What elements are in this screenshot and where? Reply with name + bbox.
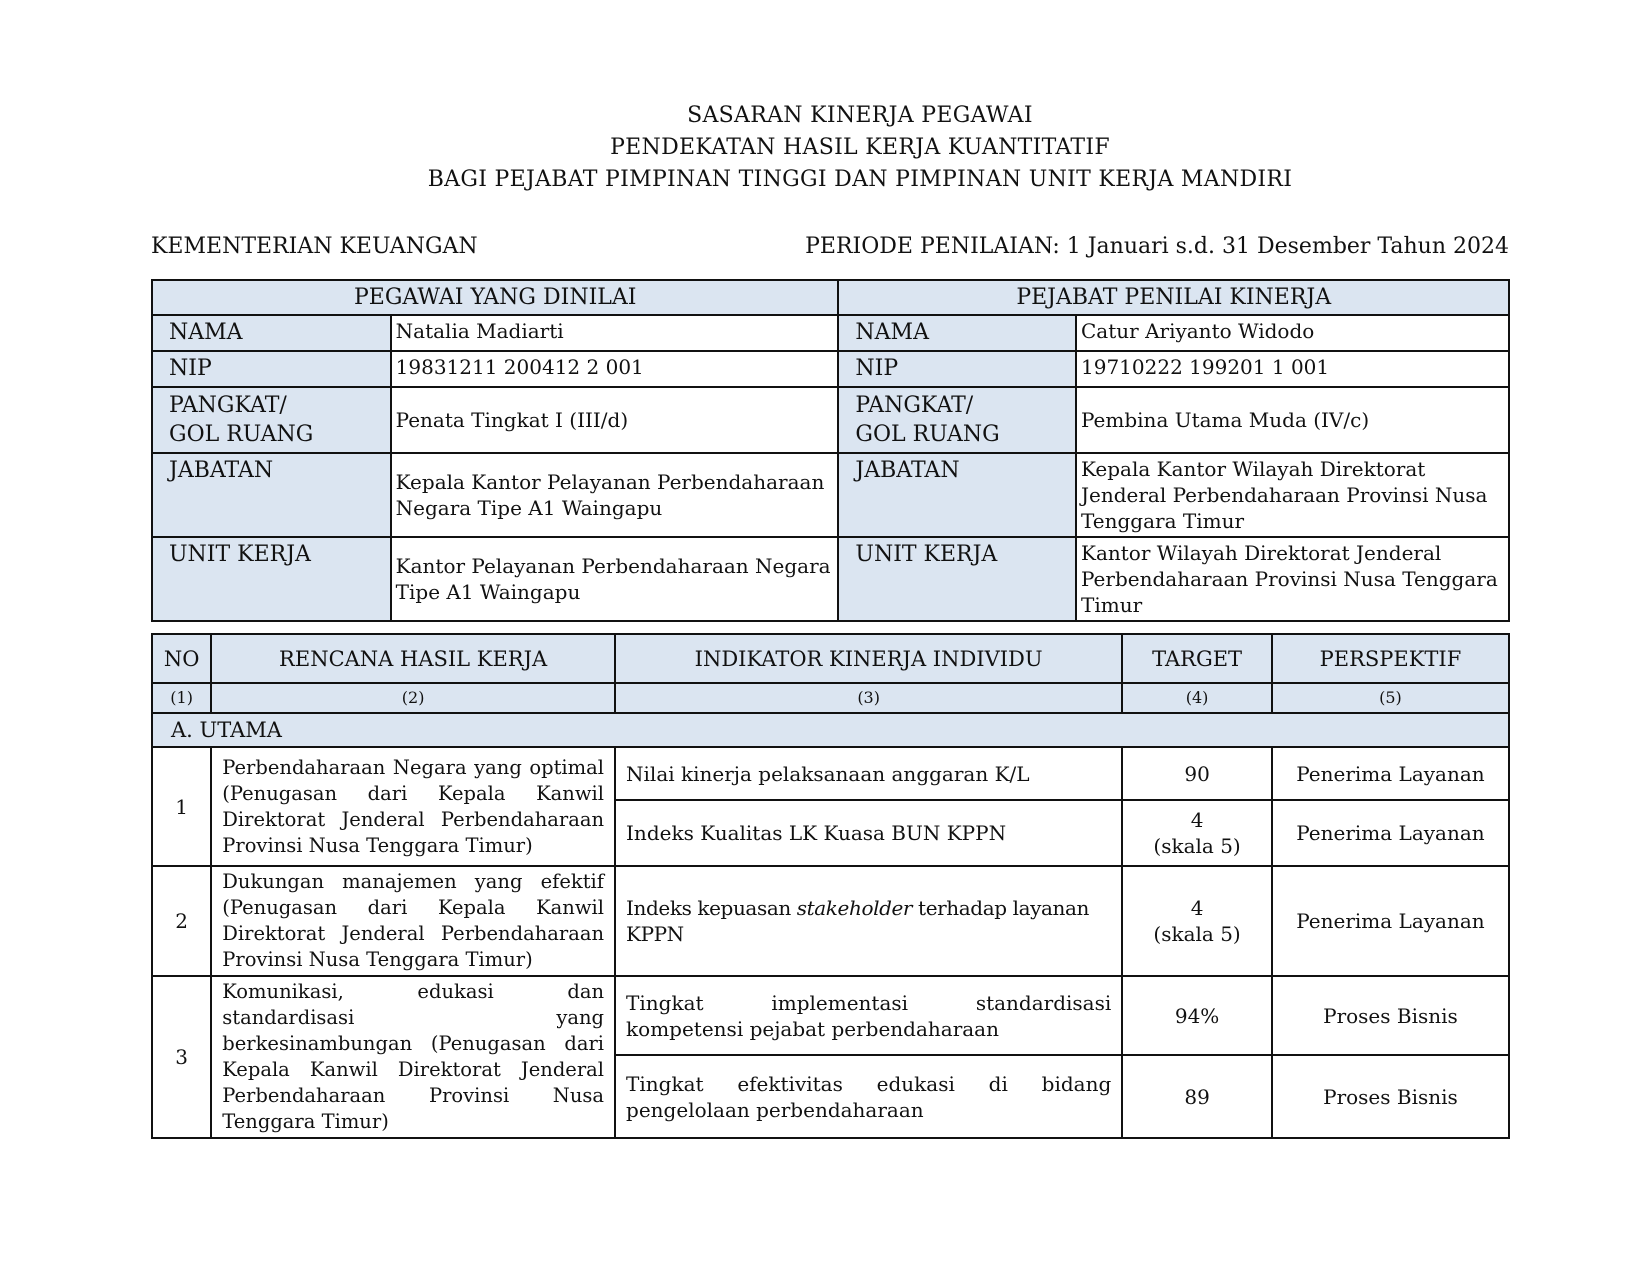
label-pangkat-line2: GOL RUANG <box>855 422 1000 447</box>
rhk-title: Komunikasi, edukasi dan standardisasi yang berkesinambungan <box>222 980 605 1055</box>
label-nip: NIP <box>152 351 391 387</box>
table-row <box>152 747 1509 800</box>
label-pangkat-line1: PANGKAT/ <box>855 393 974 418</box>
rhk-assignment: (Penugasan dari Kepala Kanwil Direktorat Jenderal Perbendaharaan Provinsi Nusa Tenggara Timur) <box>222 1032 605 1133</box>
pegawai-header: PEGAWAI YANG DINILAI <box>152 280 838 315</box>
col-header-perspektif: PERSPEKTIF <box>1272 634 1509 683</box>
pegawai-unit-kerja: Kantor Pelayanan Perbendaharaan Negara Tipe A1 Waingapu <box>391 537 839 621</box>
label-pangkat <box>152 387 391 453</box>
target-value: 94% <box>1122 976 1272 1055</box>
col-number: (5) <box>1272 683 1509 713</box>
penilai-nip: 19710222 199201 1 001 <box>1076 351 1509 387</box>
section-utama: A. UTAMA <box>152 713 1509 747</box>
target-note: (skala 5) <box>1153 922 1241 946</box>
target-value: 4 <box>1190 808 1204 832</box>
label-jabatan: JABATAN <box>838 453 1076 537</box>
label-pangkat-line1: PANGKAT/ <box>169 393 287 418</box>
title-line-1: SASARAN KINERJA PEGAWAI <box>687 103 1033 128</box>
col-number: (2) <box>211 683 615 713</box>
document-meta <box>151 234 1509 266</box>
pegawai-jabatan: Kepala Kantor Pelayanan Perbendaharaan Negara Tipe A1 Waingapu <box>391 453 839 537</box>
row-number: 1 <box>152 747 211 866</box>
iki-text: Indeks kepuasan <box>626 896 797 920</box>
row-number: 2 <box>152 866 211 976</box>
rencana-hasil-kerja <box>211 976 615 1138</box>
indikator-kinerja: Tingkat efektivitas edukasi di bidang pengelolaan perbendaharaan <box>615 1055 1122 1138</box>
employee-identity-table <box>151 279 1510 622</box>
target-cell <box>1122 800 1272 866</box>
document-title <box>0 100 1650 196</box>
row-number: 3 <box>152 976 211 1138</box>
target-value: 89 <box>1122 1055 1272 1138</box>
table-row <box>152 976 1509 1055</box>
iki-text: terhadap layanan KPPN <box>626 896 1090 946</box>
pegawai-nama: Natalia Madiarti <box>391 315 839 351</box>
organization-name: KEMENTERIAN KEUANGAN <box>151 234 478 259</box>
label-pangkat-line2: GOL RUANG <box>169 422 314 447</box>
penilai-unit-kerja: Kantor Wilayah Direktorat Jenderal Perbendaharaan Provinsi Nusa Tenggara Timur <box>1076 537 1509 621</box>
label-jabatan: JABATAN <box>152 453 391 537</box>
col-header-target: TARGET <box>1122 634 1272 683</box>
col-number: (1) <box>152 683 211 713</box>
perspektif-value: Proses Bisnis <box>1272 1055 1509 1138</box>
title-line-3: BAGI PEJABAT PIMPINAN TINGGI DAN PIMPINAN UNIT KERJA MANDIRI <box>427 167 1293 192</box>
performance-target-table <box>151 633 1510 1139</box>
label-unit-kerja: UNIT KERJA <box>838 537 1076 621</box>
indikator-kinerja: Nilai kinerja pelaksanaan anggaran K/L <box>615 747 1122 800</box>
target-value: 90 <box>1122 747 1272 800</box>
penilai-nama: Catur Ariyanto Widodo <box>1076 315 1509 351</box>
perspektif-value: Penerima Layanan <box>1272 747 1509 800</box>
label-nama: NAMA <box>838 315 1076 351</box>
iki-text-italic: stakeholder <box>796 896 913 920</box>
col-number: (3) <box>615 683 1122 713</box>
label-unit-kerja: UNIT KERJA <box>152 537 391 621</box>
pegawai-nip: 19831211 200412 2 001 <box>391 351 839 387</box>
col-header-iki: INDIKATOR KINERJA INDIVIDU <box>615 634 1122 683</box>
indikator-kinerja: Indeks Kualitas LK Kuasa BUN KPPN <box>615 800 1122 866</box>
col-header-rhk: RENCANA HASIL KERJA <box>211 634 615 683</box>
indikator-kinerja: Tingkat implementasi standardisasi kompetensi pejabat perbendaharaan <box>615 976 1122 1055</box>
table-row <box>152 866 1509 976</box>
perspektif-value: Penerima Layanan <box>1272 866 1509 976</box>
target-cell <box>1122 866 1272 976</box>
col-number: (4) <box>1122 683 1272 713</box>
perspektif-value: Penerima Layanan <box>1272 800 1509 866</box>
label-pangkat <box>838 387 1076 453</box>
target-value: 4 <box>1190 896 1204 920</box>
penilai-jabatan: Kepala Kantor Wilayah Direktorat Jenderal Perbendaharaan Provinsi Nusa Tenggara Timur <box>1076 453 1509 537</box>
label-nip: NIP <box>838 351 1076 387</box>
title-line-2: PENDEKATAN HASIL KERJA KUANTITATIF <box>610 135 1110 160</box>
penilai-header: PEJABAT PENILAI KINERJA <box>838 280 1509 315</box>
rencana-hasil-kerja: Perbendaharaan Negara yang optimal (Penugasan dari Kepala Kanwil Direktorat Jenderal Perbendaharaan Provinsi Nusa Tenggara Timur) <box>211 747 615 866</box>
perspektif-value: Proses Bisnis <box>1272 976 1509 1055</box>
col-header-no: NO <box>152 634 211 683</box>
pegawai-pangkat: Penata Tingkat I (III/d) <box>391 387 839 453</box>
penilai-pangkat: Pembina Utama Muda (IV/c) <box>1076 387 1509 453</box>
rencana-hasil-kerja: Dukungan manajemen yang efektif (Penugasan dari Kepala Kanwil Direktorat Jenderal Perbendaharaan Provinsi Nusa Tenggara Timur) <box>211 866 615 976</box>
assessment-period: PERIODE PENILAIAN: 1 Januari s.d. 31 Desember Tahun 2024 <box>805 234 1509 259</box>
indikator-kinerja <box>615 866 1122 976</box>
label-nama: NAMA <box>152 315 391 351</box>
target-note: (skala 5) <box>1153 834 1241 858</box>
